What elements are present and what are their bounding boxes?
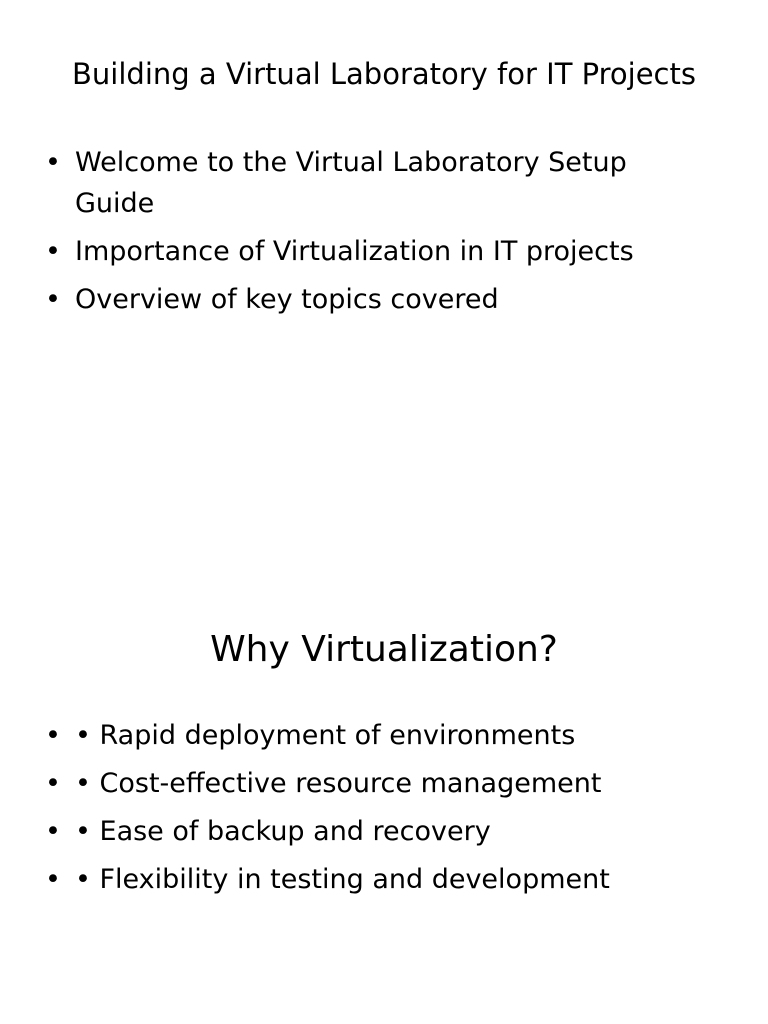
bullet-text: • Flexibility in testing and development <box>75 864 610 895</box>
slide-title: Building a Virtual Laboratory for IT Projects <box>72 57 696 91</box>
bullet-marker: • <box>45 284 61 315</box>
bullet-marker: • <box>45 768 61 799</box>
bullet-marker: • <box>45 720 61 751</box>
bullet-text: • Cost-effective resource management <box>75 768 602 799</box>
bullet-marker: • <box>45 816 61 847</box>
bullet-text: • Ease of backup and recovery <box>75 816 491 847</box>
bullet-item <box>0 231 768 272</box>
bullet-item <box>0 763 768 804</box>
bullet-item <box>0 715 768 756</box>
bullet-item <box>0 859 768 900</box>
bullet-marker: • <box>45 236 61 267</box>
bullet-marker: • <box>45 864 61 895</box>
bullet-text: Overview of key topics covered <box>75 284 499 315</box>
bullet-item <box>0 811 768 852</box>
bullet-item <box>0 279 768 320</box>
bullet-text: Welcome to the Virtual Laboratory Setup Guide <box>75 147 627 219</box>
bullet-text: Importance of Virtualization in IT projects <box>75 236 634 267</box>
slide-title: Why Virtualization? <box>210 629 558 670</box>
bullet-text: • Rapid deployment of environments <box>75 720 576 751</box>
bullet-item <box>0 142 768 224</box>
bullet-list <box>0 142 768 327</box>
bullet-marker: • <box>45 147 61 178</box>
slide-2 <box>0 512 768 1024</box>
bullet-list <box>0 715 768 907</box>
